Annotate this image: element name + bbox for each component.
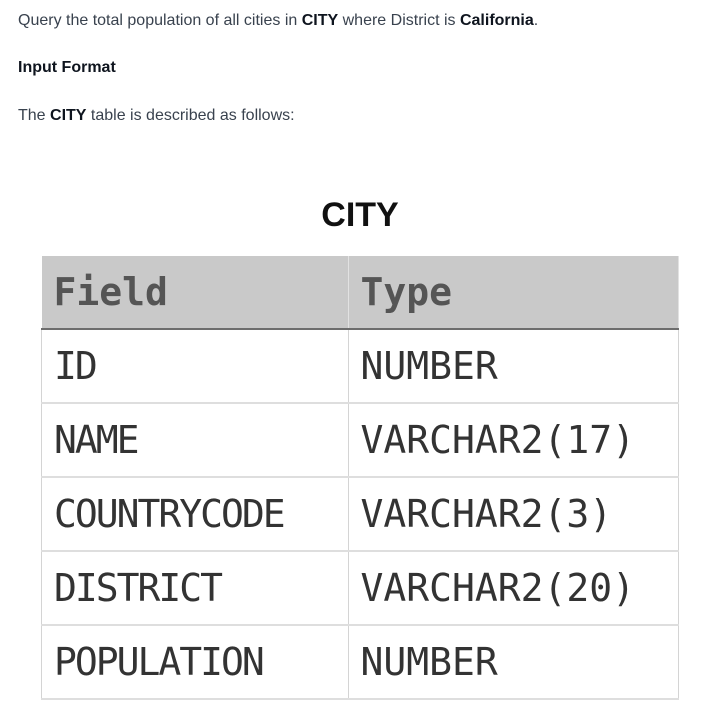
type-cell: NUMBER: [348, 329, 679, 403]
type-cell: VARCHAR2(3): [348, 477, 679, 551]
table-row: [42, 625, 679, 699]
field-cell: POPULATION: [42, 625, 349, 699]
statement-suffix: .: [533, 12, 539, 29]
input-format-heading: Input Format: [18, 59, 116, 76]
type-cell: NUMBER: [348, 625, 679, 699]
description-table-name: CITY: [50, 107, 87, 124]
field-cell: ID: [42, 329, 349, 403]
table-row: [42, 477, 679, 551]
column-header-field: Field: [42, 256, 349, 329]
type-cell: VARCHAR2(17): [348, 403, 679, 477]
table-row: [42, 329, 679, 403]
task-description: [18, 10, 538, 32]
figure-title: CITY: [321, 196, 399, 234]
field-cell: DISTRICT: [42, 551, 349, 625]
description-suffix: table is described as follows:: [86, 107, 295, 124]
table-row: [42, 551, 679, 625]
schema-figure: [40, 190, 680, 700]
statement-prefix: Query the total population of all cities in: [18, 12, 302, 29]
table-row: [42, 403, 679, 477]
type-cell: VARCHAR2(20): [348, 551, 679, 625]
field-cell: NAME: [42, 403, 349, 477]
field-cell: COUNTRYCODE: [42, 477, 349, 551]
schema-table: [41, 256, 679, 700]
description-prefix: The: [18, 107, 51, 124]
table-header-row: [42, 256, 679, 329]
statement-middle: where District is: [338, 12, 460, 29]
table-description: [18, 105, 295, 127]
table-name-highlight: CITY: [301, 12, 339, 29]
district-highlight: California: [459, 12, 534, 29]
column-header-type: Type: [348, 256, 679, 329]
